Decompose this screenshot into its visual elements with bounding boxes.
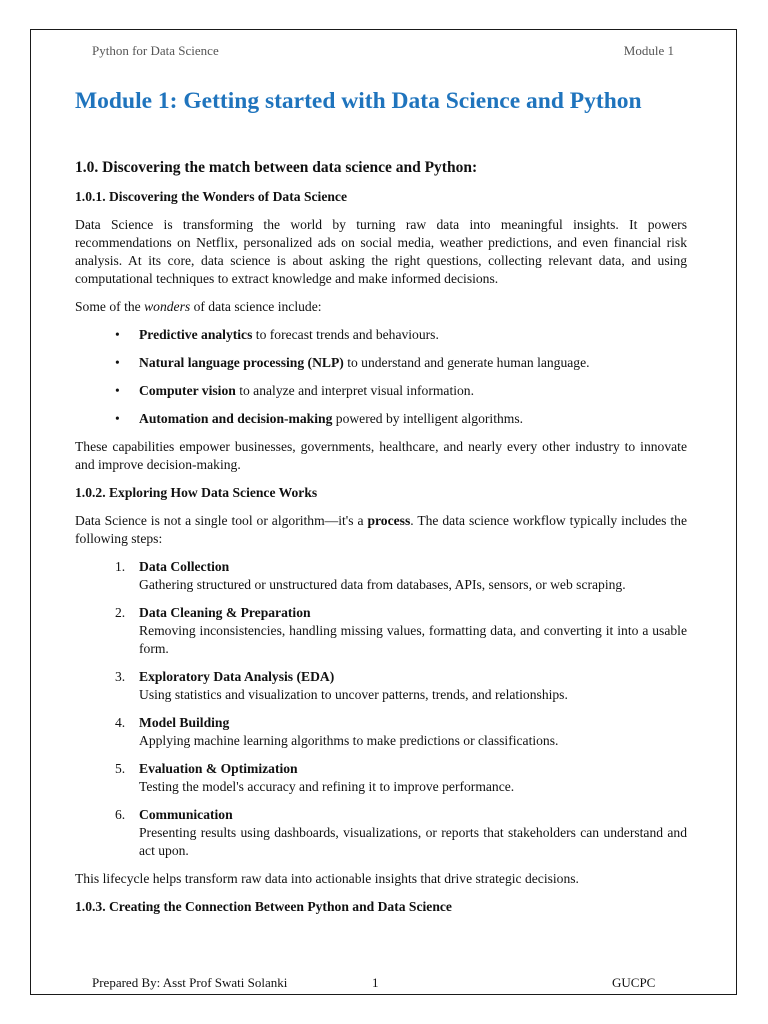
- bullet-term: Natural language processing (NLP): [139, 355, 344, 370]
- list-item: [75, 806, 687, 860]
- list-item: [75, 714, 687, 750]
- bullet-term: Automation and decision-making: [139, 411, 333, 426]
- subsection-heading-1-0-2: 1.0.2. Exploring How Data Science Works: [75, 485, 318, 500]
- bullet-text: to understand and generate human language.: [343, 355, 590, 370]
- footer-institution: GUCPC: [612, 975, 656, 990]
- bullet-icon: •: [115, 327, 120, 342]
- paragraph-process-intro: [75, 512, 687, 548]
- step-description: Presenting results using dashboards, visualizations, or reports that stakeholders can understand and act upon.: [139, 825, 687, 858]
- wonders-intro-before: Some of the: [75, 299, 145, 314]
- step-title: Data Collection: [139, 559, 230, 574]
- step-description: Testing the model's accuracy and refining it to improve performance.: [139, 779, 515, 794]
- step-number: 3.: [115, 669, 126, 684]
- paragraph-lifecycle: This lifecycle helps transform raw data into actionable insights that drive strategic decisions.: [75, 871, 579, 886]
- wonders-bullet-list: [75, 326, 687, 428]
- step-title: Communication: [139, 807, 233, 822]
- wonders-intro-after: of data science include:: [190, 299, 322, 314]
- bullet-term: Computer vision: [139, 383, 236, 398]
- document-body: [75, 158, 687, 926]
- step-title: Data Cleaning & Preparation: [139, 605, 311, 620]
- list-item: [75, 558, 687, 594]
- step-title: Evaluation & Optimization: [139, 761, 298, 776]
- list-item: [75, 668, 687, 704]
- workflow-step-list: [75, 558, 687, 860]
- step-number: 5.: [115, 761, 126, 776]
- list-item: [75, 760, 687, 796]
- bullet-text: to analyze and interpret visual information.: [235, 383, 475, 398]
- step-number: 4.: [115, 715, 126, 730]
- paragraph-wonders-intro: [75, 298, 687, 316]
- list-item: [75, 410, 687, 428]
- step-description: Removing inconsistencies, handling missing values, formatting data, and converting it into a usable form.: [139, 623, 687, 656]
- bullet-icon: •: [115, 411, 120, 426]
- paragraph-capabilities: These capabilities empower businesses, governments, healthcare, and nearly every other industry to innovate and improve decision-making.: [75, 439, 687, 472]
- bullet-icon: •: [115, 383, 120, 398]
- bullet-icon: •: [115, 355, 120, 370]
- subsection-heading-1-0-3: 1.0.3. Creating the Connection Between Python and Data Science: [75, 899, 452, 914]
- list-item: [75, 326, 687, 344]
- wonders-intro-emphasis: wonders: [144, 299, 191, 314]
- subsection-heading-1-0-1: 1.0.1. Discovering the Wonders of Data Science: [75, 189, 347, 204]
- process-intro-before: Data Science is not a single tool or algorithm—it's a: [75, 513, 368, 528]
- list-item: [75, 354, 687, 372]
- step-description: Using statistics and visualization to uncover patterns, trends, and relationships.: [139, 687, 568, 702]
- header-module: Module 1: [623, 43, 674, 58]
- footer-page-number: 1: [372, 975, 379, 990]
- step-title: Exploratory Data Analysis (EDA): [139, 669, 335, 684]
- list-item: [75, 382, 687, 400]
- step-number: 6.: [115, 807, 126, 822]
- bullet-text: to forecast trends and behaviours.: [252, 327, 439, 342]
- list-item: [75, 604, 687, 658]
- step-description: Gathering structured or unstructured data from databases, APIs, sensors, or web scraping.: [139, 577, 626, 592]
- paragraph-intro: Data Science is transforming the world by turning raw data into meaningful insights. It powers recommendations on Netflix, personalized ads on social media, weather predictions, and even financial risk analysis. At its core, data science is about asking the right questions, collecting relevant data, and using computational techniques to extract knowledge and make informed decisions.: [75, 217, 687, 286]
- step-number: 1.: [115, 559, 126, 574]
- bullet-term: Predictive analytics: [139, 327, 253, 342]
- step-title: Model Building: [139, 715, 230, 730]
- header-doc-title: Python for Data Science: [92, 43, 219, 58]
- page-title: Module 1: Getting started with Data Science and Python: [75, 88, 642, 114]
- section-heading: 1.0. Discovering the match between data science and Python:: [75, 159, 478, 176]
- step-description: Applying machine learning algorithms to make predictions or classifications.: [139, 733, 559, 748]
- bullet-text: powered by intelligent algorithms.: [332, 411, 524, 426]
- footer-author: Prepared By: Asst Prof Swati Solanki: [92, 975, 288, 990]
- step-number: 2.: [115, 605, 126, 620]
- process-intro-after: . The data science workflow typically includes the following steps:: [75, 513, 688, 546]
- process-intro-bold: process: [367, 513, 411, 528]
